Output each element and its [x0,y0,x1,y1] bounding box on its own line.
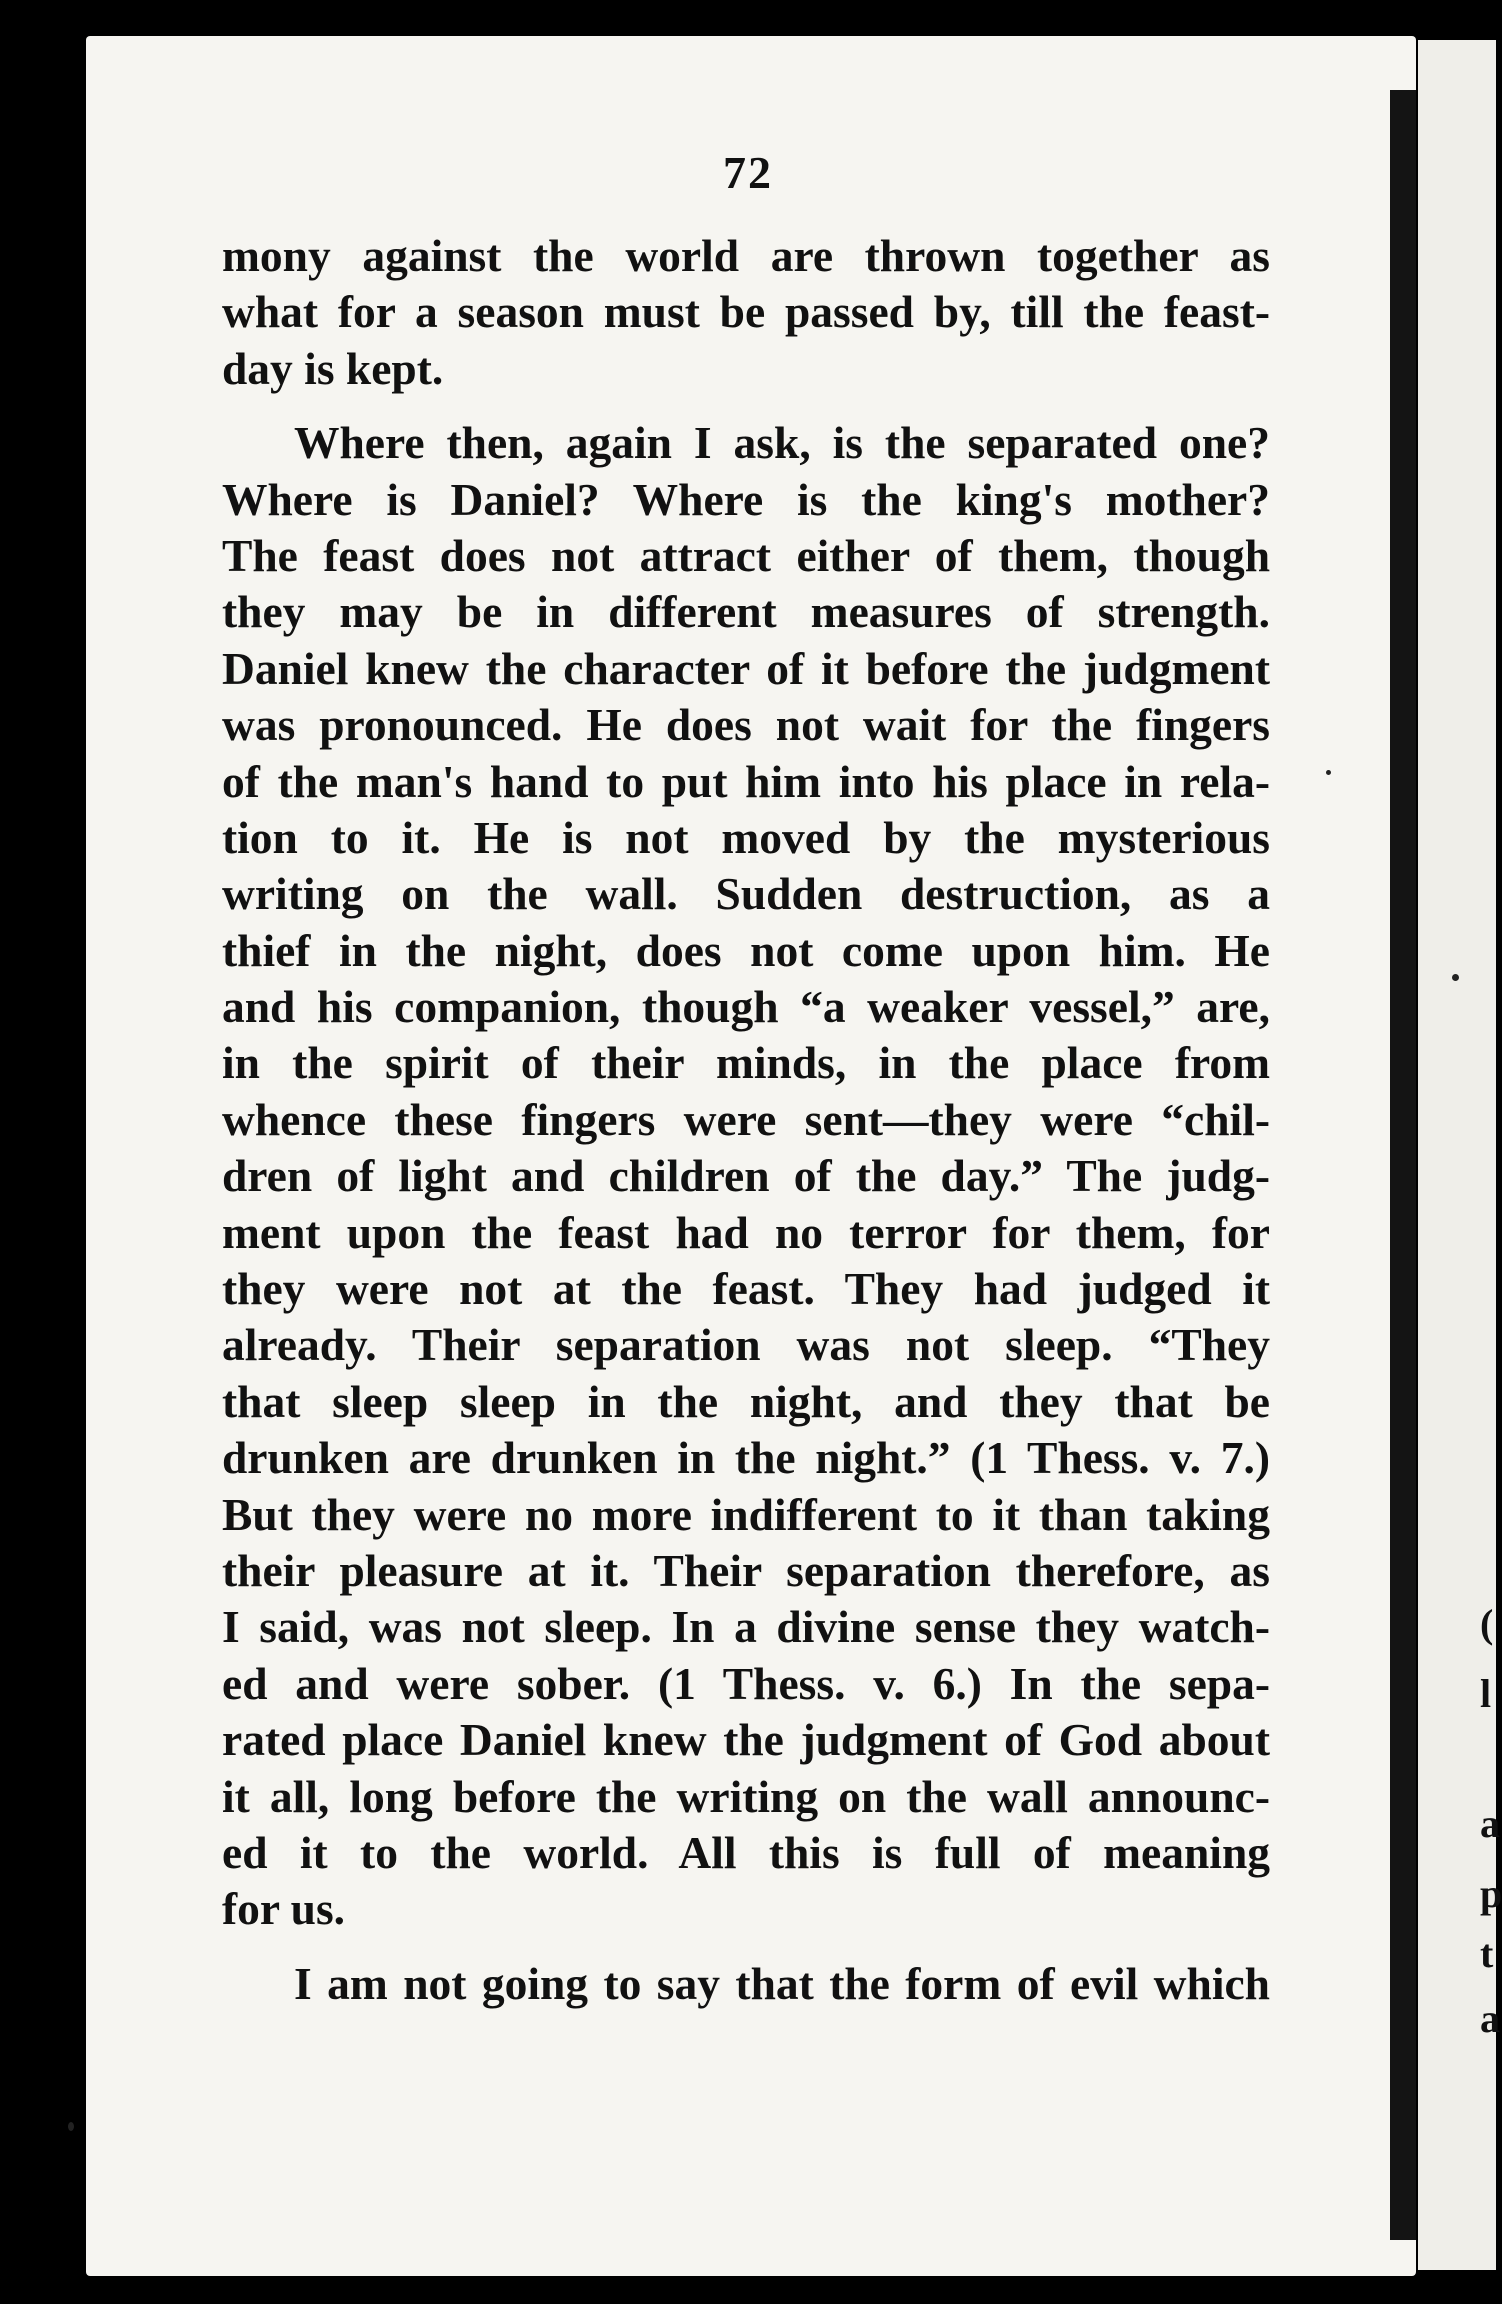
text-line: of the man's hand to put him into his place in rela- [222,755,1270,807]
text-line: that sleep sleep in the night, and they that be [222,1375,1270,1427]
text-line: and his companion, though “a weaker vessel,” are, [222,981,1270,1033]
text-line: I said, was not sleep. In a divine sense they watch- [222,1601,1270,1653]
text-line: dren of light and children of the day.” The judg- [222,1150,1270,1202]
text-line: in the spirit of their minds, in the place from [222,1037,1270,1089]
text-line: Daniel knew the character of it before the judgment [222,642,1270,694]
text-line: whence these fingers were sent—they were “chil- [222,1093,1270,1145]
text-line: tion to it. He is not moved by the mysterious [222,811,1270,863]
text-line: The feast does not attract either of them, though [222,529,1270,581]
print-speck [68,2122,74,2131]
text-line: But they were no more indifferent to it than taking [222,1488,1270,1540]
text-line: ed and were sober. (1 Thess. v. 6.) In the sepa- [222,1657,1270,1709]
text-line: what for a season must be passed by, till the feast- [222,286,1270,338]
paragraph [222,415,1270,1938]
text-line: their pleasure at it. Their separation therefore, as [222,1544,1270,1596]
adjacent-page-fragment: a [1480,1996,1500,2041]
text-line: mony against the world are thrown together as [222,230,1270,281]
text-line: Where is Daniel? Where is the king's mother? [222,473,1270,525]
text-line: they may be in different measures of strength. [222,586,1270,638]
text-line: thief in the night, does not come upon him. He [222,924,1270,976]
text-line: drunken are drunken in the night.” (1 Thess. v. 7.) [222,1432,1270,1484]
text-line: rated place Daniel knew the judgment of God about [222,1714,1270,1766]
text-line: Where then, again I ask, is the separated one? [294,417,1270,469]
text-line: for us. [222,1883,346,1935]
adjacent-page-fragment: p [1480,1871,1502,1916]
page-number: 72 [723,147,773,198]
paragraph [222,228,1270,397]
text-line: it all, long before the writing on the wall announc- [222,1770,1270,1822]
body-text [222,228,1270,2012]
text-line: ed it to the world. All this is full of meaning [222,1826,1270,1878]
text-line: already. Their separation was not sleep. “They [222,1319,1270,1371]
print-speck [1452,974,1459,981]
text-line: was pronounced. He does not wait for the fingers [222,699,1270,751]
text-line: day is kept. [222,342,444,394]
adjacent-page-fragment: l [1480,1671,1492,1716]
paragraph [222,1956,1270,2012]
text-line: ment upon the feast had no terror for them, for [222,1206,1270,1258]
page-gutter-shadow [1390,90,1416,2240]
print-speck [1326,770,1331,775]
text-line: they were not at the feast. They had judged it [222,1263,1270,1315]
text-line: writing on the wall. Sudden destruction, as a [222,868,1270,920]
adjacent-page-fragment: ( [1480,1601,1494,1646]
text-line: I am not going to say that the form of evil which [294,1957,1270,2009]
adjacent-page-fragment: a [1480,1801,1500,1846]
adjacent-page-fragment: t [1480,1931,1494,1976]
